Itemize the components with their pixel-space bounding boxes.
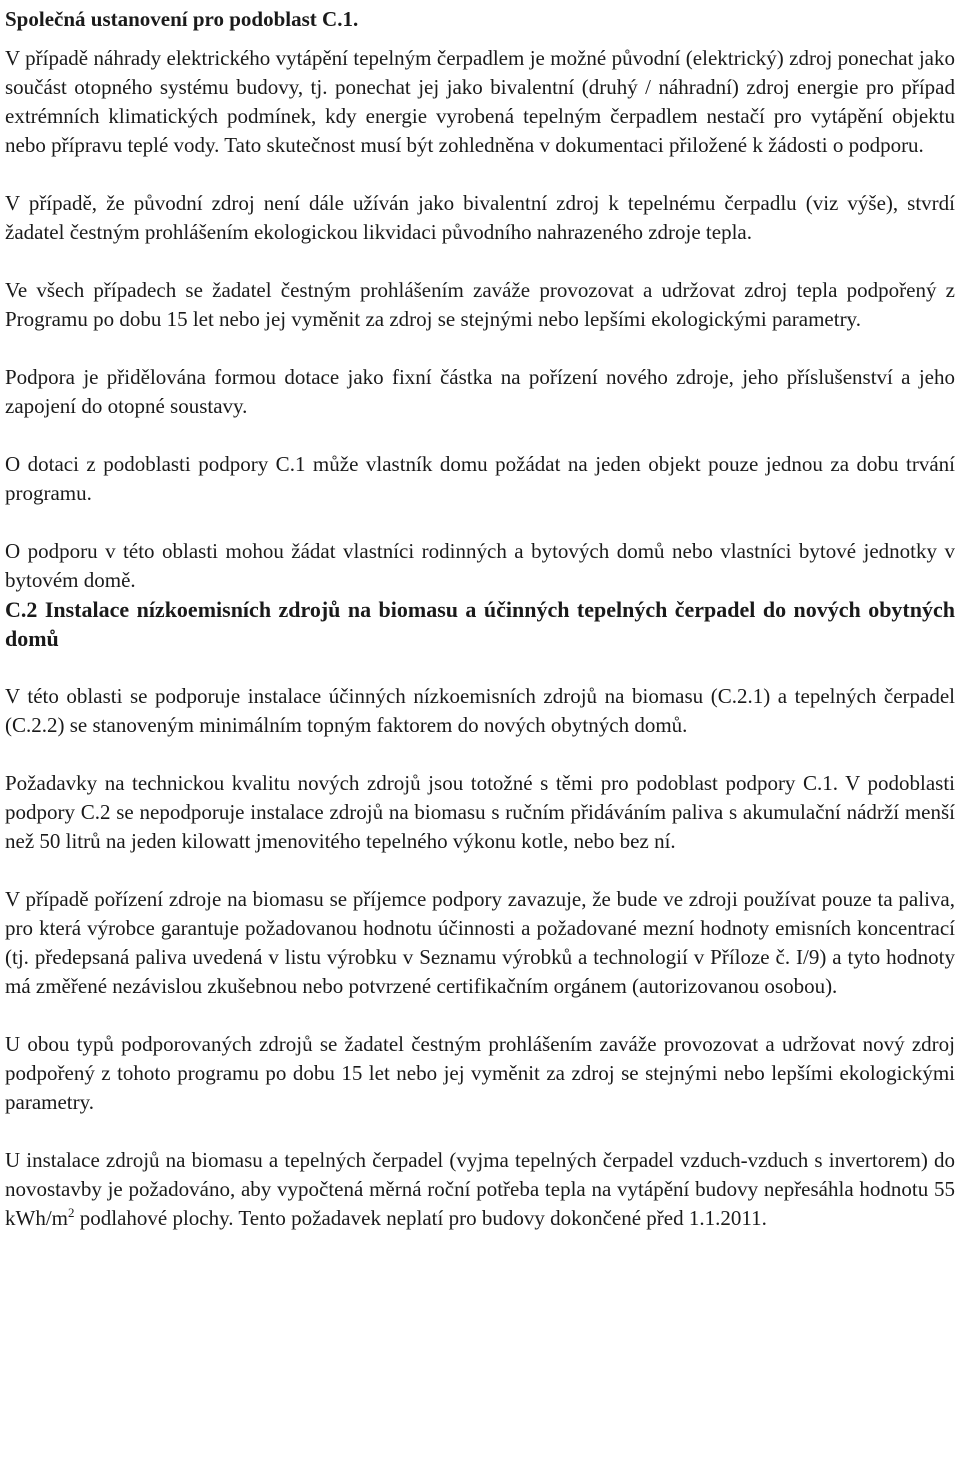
subsection-heading: Společná ustanovení pro podoblast C.1.	[5, 7, 359, 31]
paragraph-c1-5: O dotaci z podoblasti podpory C.1 může vlastník domu požádat na jeden objekt pouze jednou za dobu trvání programu.	[5, 452, 955, 505]
paragraph-c1-3: Ve všech případech se žadatel čestným prohlášením zaváže provozovat a udržovat zdroj tepla podpořený z Programu po dobu 15 let nebo jej vyměnit za zdroj se stejnými nebo lepšími ekologickými parametry.	[5, 278, 955, 331]
paragraph-c1-6: O podporu v této oblasti mohou žádat vlastníci rodinných a bytových domů nebo vlastníci bytové jednotky v bytovém domě.	[5, 539, 955, 592]
paragraph-c1-1: V případě náhrady elektrického vytápění tepelným čerpadlem je možné původní (elektrický) zdroj ponechat jako součást otopného systému budovy, tj. ponechat jej jako bivalentní (druhý / náhradní) zdroj energie pro případ extrémních klimatických podmínek, kdy energie vyrobená tepelným čerpadlem nestačí pro vytápění objektu nebo přípravu teplé vody. Tato skutečnost musí být zohledněna v dokumentaci přiložené k žádosti o podporu.	[5, 46, 955, 157]
paragraph-c2-3: V případě pořízení zdroje na biomasu se příjemce podpory zavazuje, že bude ve zdroji používat pouze ta paliva, pro která výrobce garantuje požadovanou hodnotu účinnosti a požadované mezní hodnoty emisních koncentrací (tj. předepsaná paliva uvedená v listu výrobku v Seznamu výrobků a technologií v Příloze č. I/9) a tyto hodnoty má změřené nezávislou zkušebnou nebo potvrzené certifikačním orgánem (autorizovanou osobou).	[5, 887, 955, 998]
paragraph-c2-1: V této oblasti se podporuje instalace účinných nízkoemisních zdrojů na biomasu (C.2.1) a tepelných čerpadel (C.2.2) se stanoveným minimálním topným faktorem do nových obytných domů.	[5, 684, 955, 737]
paragraph-c2-5-text-end: podlahové plochy. Tento požadavek neplatí pro budovy dokončené před 1.1.2011.	[74, 1206, 767, 1230]
paragraph-c2-2: Požadavky na technickou kvalitu nových zdrojů jsou totožné s těmi pro podoblast podpory C.1. V podoblasti podpory C.2 se nepodporuje instalace zdrojů na biomasu s ručním přidáváním paliva s akumulační nádrží menší než 50 litrů na jeden kilowatt jmenovitého tepelného výkonu kotle, nebo bez ní.	[5, 771, 955, 853]
superscript-exponent: 2	[68, 1205, 75, 1220]
section-heading-c2: C.2 Instalace nízkoemisních zdrojů na biomasu a účinných tepelných čerpadel do nových obytných domů	[5, 597, 955, 651]
paragraph-c1-2: V případě, že původní zdroj není dále užíván jako bivalentní zdroj k tepelnému čerpadlu (viz výše), stvrdí žadatel čestným prohlášením ekologickou likvidaci původního nahrazeného zdroje tepla.	[5, 191, 955, 244]
paragraph-c2-5	[5, 1146, 955, 1233]
paragraph-c2-4: U obou typů podporovaných zdrojů se žadatel čestným prohlášením zaváže provozovat a udržovat nový zdroj podpořený z tohoto programu po dobu 15 let nebo jej vyměnit za zdroj se stejnými nebo lepšími ekologickými parametry.	[5, 1032, 955, 1114]
paragraph-c1-4: Podpora je přidělována formou dotace jako fixní částka na pořízení nového zdroje, jeho příslušenství a jeho zapojení do otopné soustavy.	[5, 365, 955, 418]
document-page	[5, 0, 955, 1233]
paragraph-c2-5-text: U instalace zdrojů na biomasu a tepelných čerpadel (vyjma tepelných čerpadel vzduch-vzduch s invertorem) do novostavby je požadováno, aby vypočtená měrná roční potřeba tepla na vytápění budovy nepřesáhla hodnotu 55 kWh/m	[5, 1148, 955, 1230]
